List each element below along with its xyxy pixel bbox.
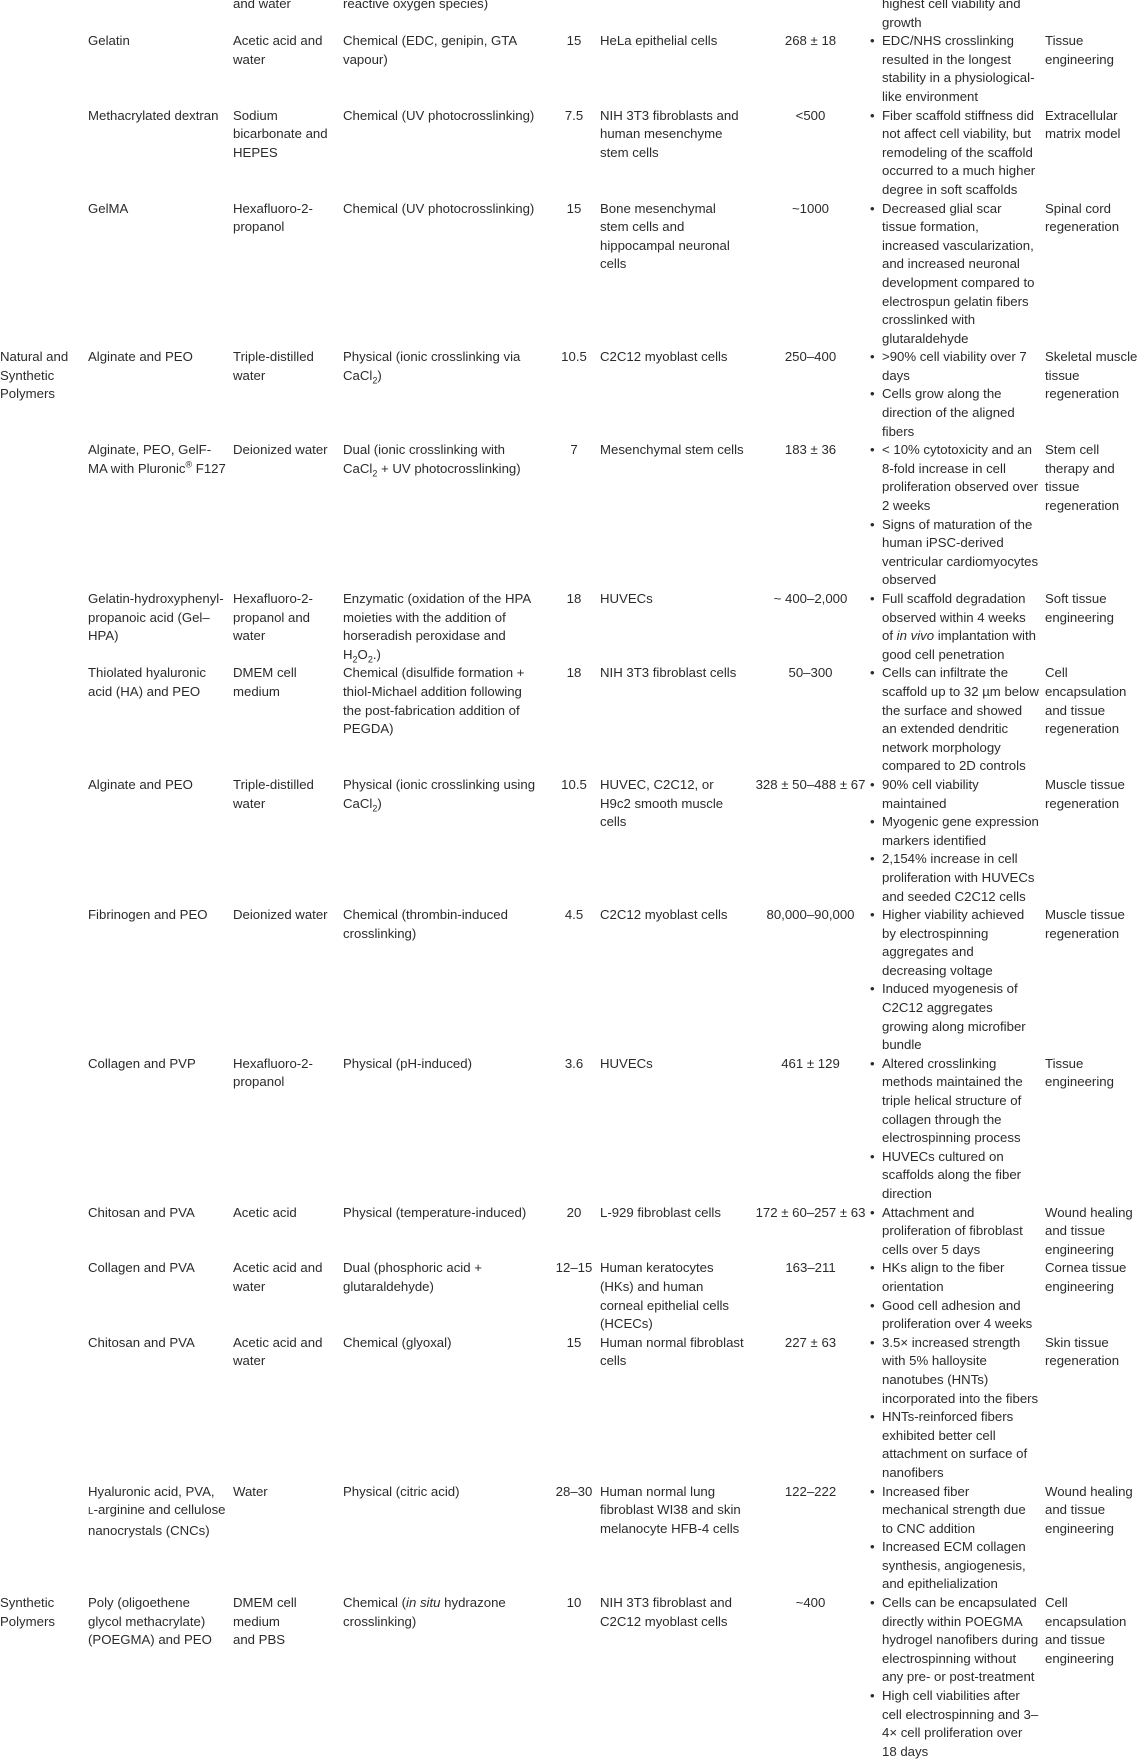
finding-item: • >90% cell viability over 7 days <box>868 348 1039 385</box>
crosslinking-cell-part: Enzymatic (oxidation of the HPA moieties with the addition of horseradish peroxidase and H <box>343 591 531 662</box>
fiber-diameter-cell: 268 ± 18 <box>784 33 837 49</box>
finding-item: • Decreased glial scar tissue formation, increased vascularization, and increased neuronal development compared to electrospun gelatin fibers crosslinked with glutaraldehyde <box>868 200 1039 349</box>
material-cell: Collagen and PVA <box>88 1260 195 1276</box>
cell-type-cell: L-929 fibroblast cells <box>600 1204 721 1220</box>
findings-list <box>868 1055 1039 1204</box>
solvent-cell-line: and PBS <box>233 1632 286 1648</box>
solvent-cell: Acetic acid <box>233 1204 297 1220</box>
category-cell <box>0 776 88 906</box>
finding-text-part: in vivo <box>896 628 935 644</box>
solvent-cell: Hexafluoro-2-propanol and water <box>233 591 313 644</box>
cell-type-cell: NIH 3T3 fibroblast and C2C12 myoblast cells <box>600 1595 732 1629</box>
crosslinking-cell-part: hydrazone crosslinking) <box>343 1595 506 1629</box>
solvent-cell: Acetic acid and water <box>233 33 323 67</box>
solvent-cell: Hexafluoro-2-propanol <box>233 200 313 235</box>
solvent-cell: Triple-distilled water <box>233 349 314 383</box>
findings-list <box>868 1334 1039 1483</box>
finding-item: • 90% cell viability maintained <box>868 776 1039 813</box>
crosslinking-cell: Physical (pH-induced) <box>343 1055 472 1071</box>
findings-list <box>868 664 1039 776</box>
findings-cell <box>868 776 1045 906</box>
application-cell: Cornea tissue engineering <box>1045 1260 1127 1294</box>
application-cell: Wound healing and tissue engineering <box>1045 1204 1133 1257</box>
category-cell <box>0 1204 88 1260</box>
findings-cell <box>868 1055 1045 1204</box>
table-row <box>0 1483 1145 1595</box>
concentration-cell: 10 <box>566 1595 582 1611</box>
cell-type-cell: C2C12 myoblast cells <box>600 349 728 365</box>
finding-item: • Attachment and proliferation of fibroblast cells over 5 days <box>868 1204 1039 1260</box>
cell-type-cell: C2C12 myoblast cells <box>600 907 728 923</box>
material-cell <box>88 0 233 32</box>
crosslinking-cell-part: .) <box>372 646 381 662</box>
fiber-diameter-cell: 250–400 <box>784 349 837 365</box>
crosslinking-cell: Chemical (UV photocrosslinking) <box>343 200 535 216</box>
finding-item: • < 10% cytotoxicity and an 8-fold increase in cell proliferation observed over 2 weeks <box>868 441 1039 515</box>
fiber-diameter-cell: 227 ± 63 <box>784 1334 837 1350</box>
findings-cell <box>868 1259 1045 1333</box>
crosslinking-cell <box>343 441 548 590</box>
crosslinking-cell <box>343 590 548 664</box>
finding-item: • Increased fiber mechanical strength due to CNC addition <box>868 1483 1039 1539</box>
fiber-diameter-cell: 183 ± 36 <box>784 442 837 458</box>
application-cell <box>1045 0 1145 32</box>
findings-cell <box>868 348 1045 441</box>
solvent-cell: Acetic acid and water <box>233 1334 323 1369</box>
findings-cell <box>868 590 1045 664</box>
material-cell-part: Alginate, PEO, GelF-MA with Pluronic <box>88 442 212 476</box>
table-row <box>0 107 1145 200</box>
cell-type-cell: HUVEC, C2C12, or H9c2 smooth muscle cells <box>600 776 724 830</box>
fiber-diameter-cell: ~400 <box>795 1595 826 1611</box>
findings-list <box>868 348 1039 441</box>
material-cell <box>88 1483 233 1595</box>
concentration-cell: 15 <box>566 1334 582 1350</box>
table-row <box>0 441 1145 590</box>
application-cell: Soft tissue engineering <box>1045 591 1114 625</box>
findings-list <box>868 1259 1039 1333</box>
category-cell <box>0 664 88 776</box>
table-row <box>0 200 1145 349</box>
table-row <box>0 0 1145 32</box>
concentration-cell: 18 <box>566 665 582 681</box>
concentration-cell: 3.6 <box>564 1055 584 1071</box>
findings-cell <box>868 1334 1045 1483</box>
solvent-cell: Acetic acid and water <box>233 1260 323 1294</box>
findings-cell <box>868 1594 1045 1761</box>
findings-list <box>868 441 1039 590</box>
solvent-cell: and water <box>233 0 291 11</box>
finding-item: • HUVECs cultured on scaffolds along the fiber direction <box>868 1148 1039 1204</box>
findings-list <box>868 906 1039 1055</box>
crosslinking-cell-part: 2 <box>352 654 358 665</box>
crosslinking-cell-part: ) <box>377 367 382 383</box>
finding-item: • 3.5× increased strength with 5% halloysite nanotubes (HNTs) incorporated into the fibers <box>868 1334 1039 1408</box>
concentration-cell: 7 <box>570 442 578 458</box>
findings-list <box>868 32 1039 106</box>
category-cell <box>0 0 88 32</box>
findings-list <box>868 776 1039 906</box>
fiber-diameter-cell: 80,000–90,000 <box>766 907 855 923</box>
crosslinking-cell: Physical (temperature-induced) <box>343 1204 527 1220</box>
category-cell: Synthetic Polymers <box>0 1595 55 1629</box>
table-row <box>0 776 1145 906</box>
finding-item: • Higher viability achieved by electrospinning aggregates and decreasing voltage <box>868 906 1039 980</box>
application-cell: Wound healing and tissue engineering <box>1045 1483 1133 1536</box>
finding-item: • 2,154% increase in cell proliferation with HUVECs and seeded C2C12 cells <box>868 850 1039 906</box>
findings-cell <box>868 1204 1045 1260</box>
fiber-diameter-cell: ~ 400–2,000 <box>773 591 848 606</box>
material-cell-part: L <box>88 1506 94 1518</box>
category-cell <box>0 906 88 1055</box>
material-cell: Chitosan and PVA <box>88 1334 195 1350</box>
material-cell-part: Hyaluronic acid, PVA, <box>88 1483 215 1499</box>
application-cell: Extracellular matrix model <box>1045 107 1121 142</box>
crosslinking-cell-part: O <box>357 646 368 662</box>
finding-item: • EDC/NHS crosslinking resulted in the longest stability in a physiological-like environment <box>868 32 1039 106</box>
crosslinking-cell: Physical (citric acid) <box>343 1483 460 1499</box>
finding-text-part: Full scaffold degradation observed within 4 weeks of <box>882 591 1026 644</box>
category-cell <box>0 1483 88 1595</box>
crosslinking-cell: Chemical (disulfide formation + thiol-Michael addition following the post-fabrication addition of PEGDA) <box>343 665 525 737</box>
findings-cell <box>868 906 1045 1055</box>
cell-type-cell: NIH 3T3 fibroblasts and human mesenchyme stem cells <box>600 107 739 160</box>
table-row <box>0 1334 1145 1483</box>
finding-item: • HNTs-reinforced fibers exhibited better cell attachment on surface of nanofibers <box>868 1408 1039 1482</box>
material-cell: Alginate and PEO <box>88 349 193 365</box>
cell-type-cell: Mesenchymal stem cells <box>600 442 744 458</box>
fiber-diameter-cell: 461 ± 129 <box>781 1055 840 1071</box>
cell-type-cell: HUVECs <box>600 1055 653 1071</box>
finding-item: • Myogenic gene expression markers identified <box>868 813 1039 850</box>
table-row <box>0 590 1145 664</box>
table-row <box>0 1204 1145 1260</box>
solvent-cell: DMEM cell medium <box>233 665 297 699</box>
concentration-cell: 10.5 <box>561 776 587 792</box>
table-row <box>0 32 1145 106</box>
cell-type-cell: Human normal fibroblast cells <box>600 1334 744 1369</box>
crosslinking-cell: Chemical (thrombin-induced crosslinking) <box>343 907 508 941</box>
findings-list <box>868 1204 1039 1260</box>
material-cell: Thiolated hyaluronic acid (HA) and PEO <box>88 665 207 699</box>
application-cell: Cell encapsulation and tissue engineering <box>1045 1595 1127 1666</box>
findings-list <box>868 0 1039 32</box>
fiber-diameter-cell: 172 ± 60–257 ± 63 <box>755 1204 866 1220</box>
findings-cell <box>868 107 1045 200</box>
finding-item: • Fiber scaffold stiffness did not affect cell viability, but remodeling of the scaffold occurred to a much higher degree in soft scaffolds <box>868 107 1039 200</box>
crosslinking-cell-part: Physical (ionic crosslinking via CaCl <box>343 349 521 383</box>
crosslinking-cell-part: Chemical ( <box>343 1595 407 1611</box>
crosslinking-cell: Dual (phosphoric acid + glutaraldehyde) <box>343 1260 482 1294</box>
material-cell-part: F127 <box>192 460 226 476</box>
finding-item: • Signs of maturation of the human iPSC-derived ventricular cardiomyocytes observed <box>868 516 1039 590</box>
crosslinking-cell-part: in situ <box>406 1595 441 1611</box>
crosslinking-cell: Chemical (glyoxal) <box>343 1334 452 1350</box>
category-cell: Natural and Synthetic Polymers <box>0 349 69 402</box>
concentration-cell: 12–15 <box>555 1260 593 1276</box>
crosslinking-cell <box>343 776 548 906</box>
material-cell <box>88 441 233 590</box>
concentration-cell: 7.5 <box>564 107 584 123</box>
concentration-cell: 10.5 <box>561 349 587 365</box>
crosslinking-cell: Chemical (UV photocrosslinking) <box>343 107 535 123</box>
table-row <box>0 664 1145 776</box>
solvent-cell: Deionized water <box>233 907 328 923</box>
material-cell: Poly (oligoethene glycol methacrylate) (POEGMA) and PEO <box>88 1595 212 1648</box>
finding-item: • Good cell adhesion and proliferation over 4 weeks <box>868 1297 1039 1334</box>
findings-cell <box>868 200 1045 349</box>
material-cell: Gelatin <box>88 33 130 49</box>
concentration-cell: 4.5 <box>564 907 584 923</box>
material-cell: Chitosan and PVA <box>88 1204 195 1220</box>
material-cell: Collagen and PVP <box>88 1055 196 1071</box>
fiber-diameter-cell: 163–211 <box>785 1260 836 1276</box>
material-cell: GelMA <box>88 200 129 216</box>
fiber-diameter-cell: 328 ± 50–488 ± 67 <box>755 776 866 792</box>
application-cell: Stem cell therapy and tissue regeneration <box>1045 442 1120 514</box>
fiber-diameter-cell: 122–222 <box>784 1483 837 1499</box>
solvent-cell-line: DMEM cell medium <box>233 1595 297 1629</box>
table-row <box>0 1594 1145 1761</box>
application-cell: Muscle tissue regeneration <box>1045 907 1125 941</box>
cell-type-cell: NIH 3T3 fibroblast cells <box>600 665 737 681</box>
findings-cell <box>868 1483 1045 1595</box>
concentration-cell: 15 <box>566 200 582 216</box>
crosslinking-cell-part: 2 <box>367 654 373 665</box>
findings-list <box>868 1483 1039 1595</box>
crosslinking-cell-part: Dual (ionic crosslinking with CaCl <box>343 442 505 476</box>
solvent-cell: Deionized water <box>233 442 328 458</box>
finding-item: • Altered crosslinking methods maintained the triple helical structure of collagen through the electrospinning process <box>868 1055 1039 1148</box>
cell-type-cell: HeLa epithelial cells <box>600 33 718 49</box>
category-cell <box>0 1334 88 1483</box>
solvent-cell: Water <box>233 1483 268 1499</box>
findings-cell <box>868 0 1045 32</box>
concentration-cell: 18 <box>566 591 582 606</box>
concentration-cell: 15 <box>566 33 582 49</box>
cell-type-cell: Human keratocytes (HKs) and human corneal epithelial cells (HCECs) <box>600 1260 730 1332</box>
findings-cell <box>868 441 1045 590</box>
solvent-cell: Sodium bicarbonate and HEPES <box>233 107 328 160</box>
cell-type-cell <box>600 0 753 32</box>
category-cell <box>0 590 88 664</box>
finding-item: • Cells can be encapsulated directly within POEGMA hydrogel nanofibers during electrospinning without any pre- or post-treatment <box>868 1594 1039 1687</box>
finding-text-part: implantation with good cell penetration <box>882 628 1036 662</box>
table-row <box>0 906 1145 1055</box>
material-cell: Gelatin-hydroxyphenyl-propanoic acid (Gel–HPA) <box>88 591 224 644</box>
cell-type-cell: Human normal lung fibroblast WI38 and skin melanocyte HFB-4 cells <box>600 1483 741 1536</box>
crosslinking-cell-part: ) <box>377 795 382 811</box>
cell-type-cell: HUVECs <box>600 591 653 606</box>
category-cell <box>0 200 88 349</box>
category-cell <box>0 107 88 200</box>
finding-item: • Cells grow along the direction of the aligned fibers <box>868 385 1039 441</box>
crosslinking-cell <box>343 348 548 441</box>
category-cell <box>0 441 88 590</box>
concentration-cell: 20 <box>566 1204 582 1220</box>
cell-type-cell: Bone mesenchymal stem cells and hippocampal neuronal cells <box>600 200 730 272</box>
concentration-cell <box>548 0 600 32</box>
crosslinking-cell: Chemical (EDC, genipin, GTA vapour) <box>343 33 517 67</box>
findings-list <box>868 1594 1039 1761</box>
application-cell: Tissue engineering <box>1045 1055 1114 1090</box>
application-cell: Tissue engineering <box>1045 33 1114 67</box>
table-row <box>0 1055 1145 1204</box>
application-cell: Skeletal muscle tissue regeneration <box>1045 349 1138 402</box>
findings-list <box>868 200 1039 349</box>
category-cell <box>0 1259 88 1333</box>
table-row <box>0 348 1145 441</box>
fiber-diameter-cell: 50–300 <box>788 665 833 681</box>
application-cell: Muscle tissue regeneration <box>1045 776 1125 811</box>
application-cell: Cell encapsulation and tissue regeneration <box>1045 665 1127 737</box>
fiber-diameter-cell: <500 <box>795 107 826 123</box>
application-cell: Spinal cord regeneration <box>1045 200 1120 235</box>
finding-item <box>868 590 1039 664</box>
fiber-diameter-cell <box>753 0 868 32</box>
finding-item: • Increased ECM collagen synthesis, angiogenesis, and epithelialization <box>868 1538 1039 1594</box>
table-row <box>0 1259 1145 1333</box>
finding-item: • Induced myogenesis of C2C12 aggregates growing along microfiber bundle <box>868 980 1039 1054</box>
finding-item: • Cells can infiltrate the scaffold up to 32 µm below the surface and showed an extended dendritic network morphology compared to 2D controls <box>868 664 1039 776</box>
findings-cell <box>868 32 1045 106</box>
application-cell: Skin tissue regeneration <box>1045 1334 1120 1369</box>
finding-item: • HKs align to the fiber orientation <box>868 1259 1039 1296</box>
category-cell <box>0 32 88 106</box>
crosslinking-cell-part: 2 <box>372 803 378 814</box>
crosslinking-cell-part: 2 <box>372 375 378 386</box>
material-cell: Methacrylated dextran <box>88 107 219 123</box>
fiber-diameter-cell: ~1000 <box>791 200 830 216</box>
solvent-cell <box>233 1594 343 1761</box>
solvent-cell: Hexafluoro-2-propanol <box>233 1055 313 1090</box>
findings-list <box>868 107 1039 200</box>
material-cell: Fibrinogen and PEO <box>88 907 208 923</box>
crosslinking-cell-part: 2 <box>372 468 378 479</box>
concentration-cell: 28–30 <box>555 1483 593 1499</box>
solvent-cell: Triple-distilled water <box>233 776 314 811</box>
finding-item: highest cell viability and growth <box>882 0 1021 30</box>
material-cell: Alginate and PEO <box>88 776 193 792</box>
findings-cell <box>868 664 1045 776</box>
material-cell-part: ® <box>185 459 193 470</box>
findings-list <box>868 590 1039 664</box>
category-cell <box>0 1055 88 1204</box>
crosslinking-cell-part: Physical (ionic crosslinking using CaCl <box>343 776 536 811</box>
crosslinking-cell-part: + UV photocrosslinking) <box>377 460 521 476</box>
finding-item: • High cell viabilities after cell electrospinning and 3–4× cell proliferation over 18 days <box>868 1687 1039 1761</box>
material-cell-part: -arginine and cellulose nanocrystals (CNCs) <box>88 1502 226 1538</box>
crosslinking-cell: reactive oxygen species) <box>343 0 489 11</box>
crosslinking-cell <box>343 1594 548 1761</box>
